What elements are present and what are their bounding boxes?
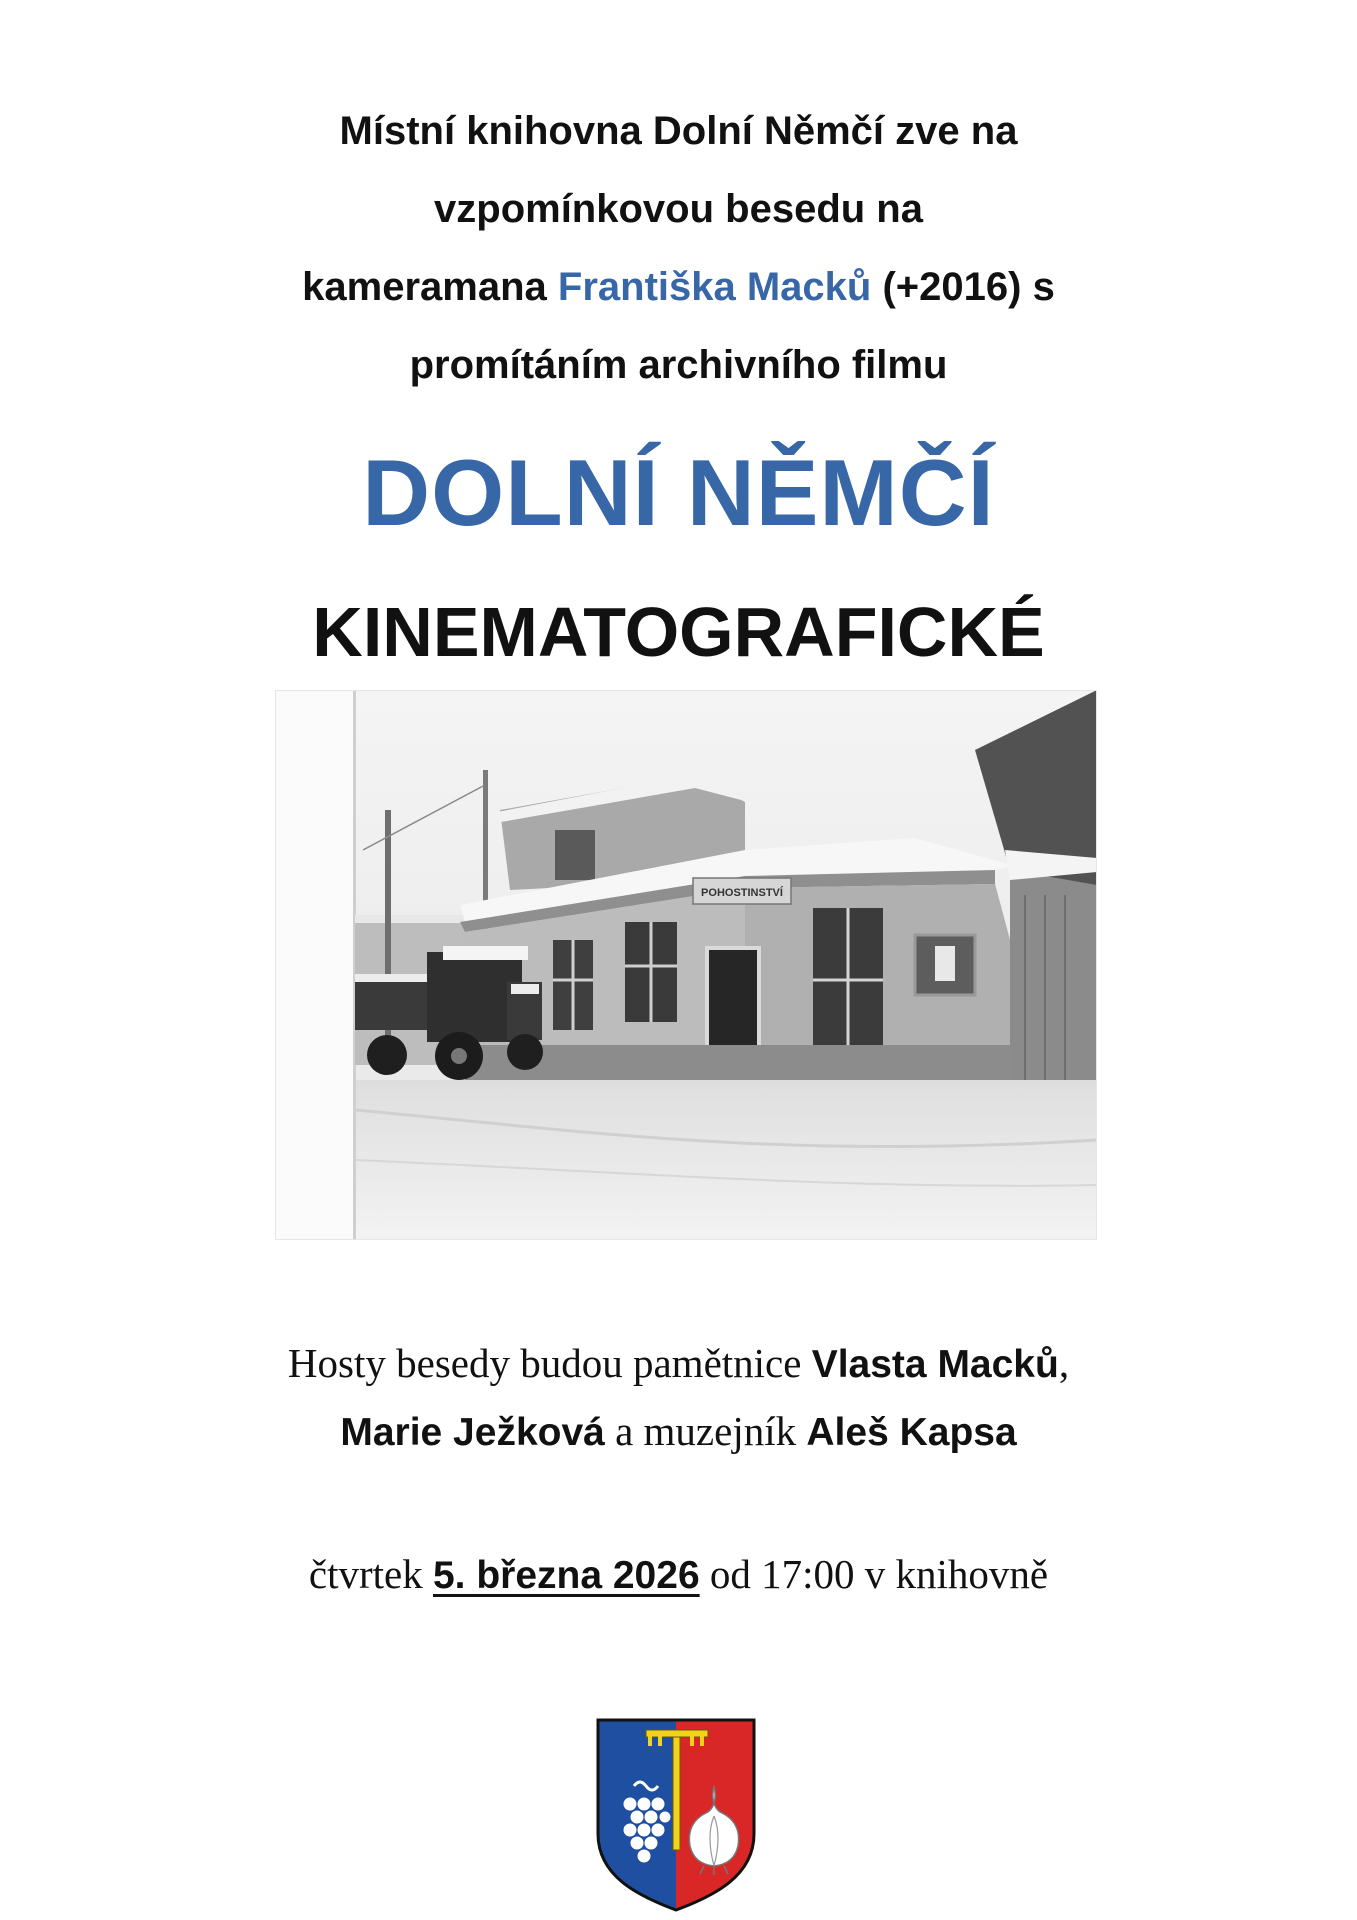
invitation-line-3-after: (+2016) s (871, 265, 1055, 309)
event-time-place: od 17:00 v knihovně (699, 1551, 1049, 1597)
invitation-line-3-before: kameramana (302, 265, 558, 309)
event-day: čtvrtek (308, 1551, 433, 1597)
guests-comma: , (1058, 1340, 1070, 1386)
guest-name-1: Vlasta Macků (811, 1343, 1059, 1386)
invitation-text (0, 92, 1357, 404)
event-date-line (0, 1542, 1357, 1608)
inn-sign-text: POHOSTINSTVÍ (701, 887, 783, 899)
event-date: 5. března 2026 (432, 1554, 700, 1597)
guests-connector: a muzejník (604, 1408, 807, 1454)
film-title: DOLNÍ NĚMČÍ (362, 440, 995, 545)
invitation-line-4: promítáním archivního filmu (409, 343, 948, 387)
invitation-line-3 (0, 248, 1357, 326)
guests-intro: Hosty besedy budou pamětnice (287, 1340, 812, 1386)
guests-line-2 (0, 1398, 1357, 1466)
invitation-line-1: Místní knihovna Dolní Němčí zve na (339, 109, 1018, 153)
guest-name-3: Aleš Kapsa (806, 1411, 1017, 1454)
archive-photo (275, 690, 1097, 1240)
guests-text (0, 1330, 1357, 1466)
film-subtitle: KINEMATOGRAFICKÉ (312, 593, 1045, 671)
guest-name-2: Marie Ježková (340, 1411, 605, 1454)
guests-line-1 (0, 1330, 1357, 1398)
invitation-line-2: vzpomínkovou besedu na (434, 187, 923, 231)
municipal-coat-of-arms (594, 1716, 758, 1914)
cameraman-name: Františka Macků (557, 265, 872, 309)
